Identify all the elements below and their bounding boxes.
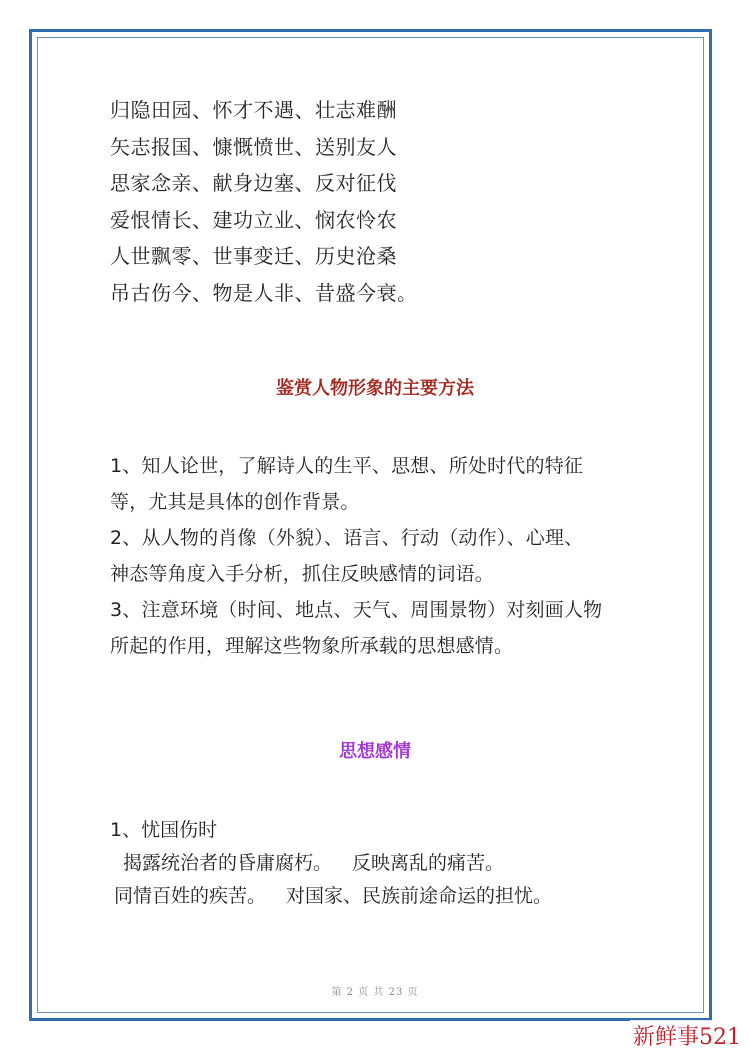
emotion-detail-line [110,880,650,913]
method-line: 神态等角度入手分析，抓住反映感情的词语。 [110,563,495,585]
section-title-method: 鉴赏人物形象的主要方法 [276,378,474,399]
emotion-detail-a: 揭露统治者的昏庸腐朽。 [123,852,333,874]
poem-theme-line: 归隐田园、怀才不遇、壮志难酬 [110,98,397,122]
emotion-detail-b: 反映离乱的痛苦。 [352,852,505,874]
section-title-emotion: 思想感情 [339,741,411,762]
emotion-detail-d: 对国家、民族前途命运的担忧。 [286,885,553,907]
method-line: 等，尤其是具体的创作背景。 [110,491,360,513]
poem-theme-line: 吊古伤今、物是人非、昔盛今衰。 [110,280,418,305]
emotion-detail-line [110,847,650,880]
page-number-footer: 第 2 页 共 23 页 [331,987,419,998]
poem-theme-line: 矢志报国、慷慨愤世、送别友人 [110,134,397,159]
poem-theme-line: 爱恨情长、建功立业、悯农怜农 [110,207,397,232]
method-line: 2、从人物的肖像（外貌）、语言、行动（动作）、心理、 [110,527,584,549]
emotion-detail-c: 同情百姓的疾苦。 [114,885,267,907]
poem-theme-line: 人世飘零、世事变迁、历史沧桑 [110,244,397,268]
method-section-body [110,448,650,664]
emotion-item-heading: 1、忧国伤时 [110,819,218,841]
emotion-section-body [110,814,650,913]
method-line: 3、注意环境（时间、地点、天气、周围景物）对刻画人物 [110,599,603,621]
method-line: 1、知人论世，了解诗人的生平、思想、所处时代的特征 [110,455,584,477]
poem-theme-list [110,92,650,311]
source-watermark: 新鲜事521 [630,1020,744,1051]
method-line: 所起的作用，理解这些物象所承载的思想感情。 [110,635,514,657]
poem-theme-line: 思家念亲、献身边塞、反对征伐 [110,171,397,195]
